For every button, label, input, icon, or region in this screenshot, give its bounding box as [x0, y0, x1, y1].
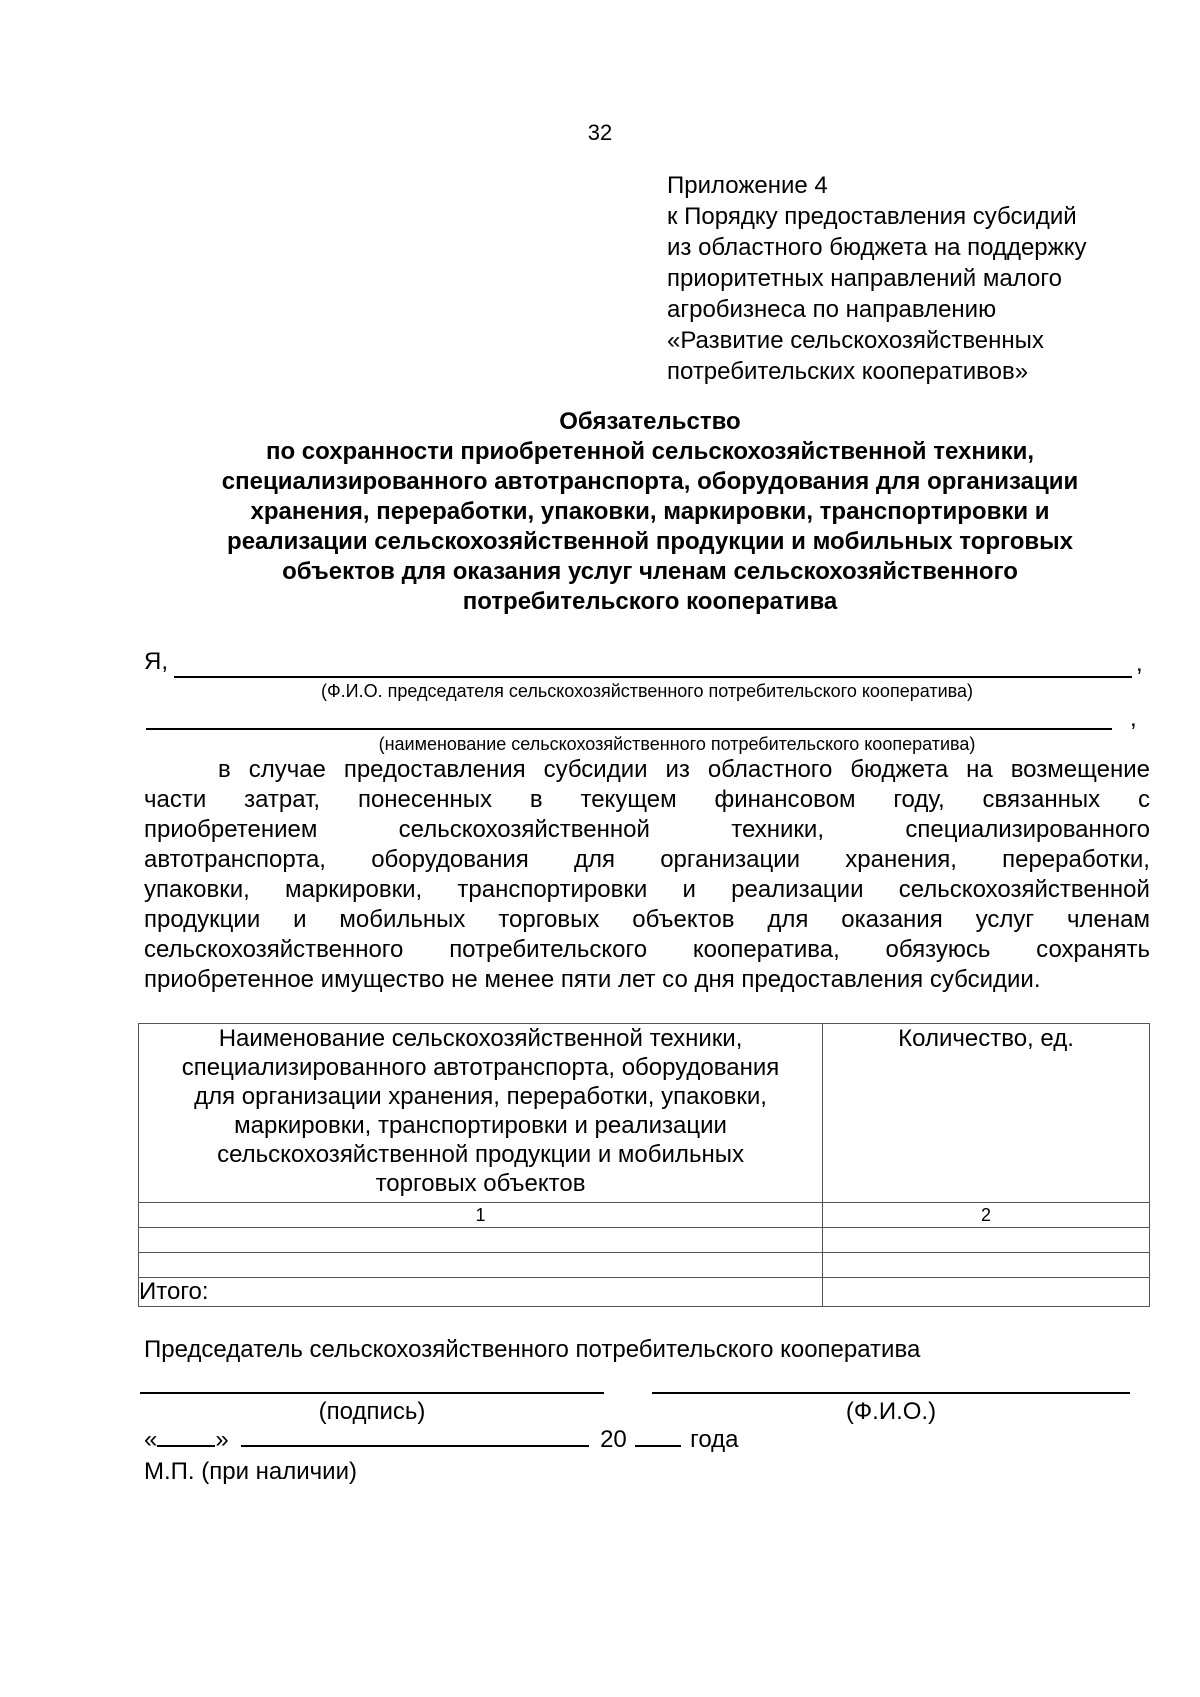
appendix-line: Приложение 4	[667, 172, 828, 199]
body-word: транспортировки	[457, 876, 648, 903]
body-line	[144, 905, 1150, 935]
body-word: и	[293, 906, 307, 933]
appendix-line: из областного бюджета на поддержку	[667, 234, 1087, 261]
appendix-line: потребительских кооперативов»	[667, 358, 1029, 385]
year-blank[interactable]	[635, 1425, 681, 1447]
item-quantity-cell[interactable]	[823, 1228, 1150, 1253]
column-number-2: 2	[823, 1203, 1150, 1228]
body-word: случае	[248, 756, 326, 783]
header-line: маркировки, транспортировки и реализации	[234, 1112, 727, 1139]
body-word: маркировки,	[285, 876, 423, 903]
obligation-text	[144, 755, 1150, 995]
org-caption: (наименование сельскохозяйственного потребительского кооператива)	[378, 734, 976, 754]
body-word: потребительского	[449, 936, 648, 963]
document-title	[140, 407, 1160, 617]
fio-caption: (Ф.И.О. председателя сельскохозяйственного потребительского кооператива)	[320, 681, 973, 701]
signature-caption: (подпись)	[318, 1398, 426, 1425]
table-row	[139, 1253, 1150, 1278]
body-word: понесенных	[357, 786, 493, 813]
title-line: хранения, переработки, упаковки, маркировки, транспортировки и	[250, 498, 1050, 525]
body-word: возмещение	[1010, 756, 1150, 783]
body-word: текущем	[580, 786, 677, 813]
title-line: объектов для оказания услуг членам сельскохозяйственного	[282, 558, 1018, 585]
body-word: субсидии	[543, 756, 648, 783]
date-line	[144, 1425, 739, 1454]
body-word: услуг	[975, 906, 1035, 933]
body-word: из	[665, 756, 690, 783]
table-total-row	[139, 1278, 1150, 1307]
org-fill-line[interactable]	[146, 728, 1112, 730]
body-word: году,	[893, 786, 945, 813]
body-word: сохранять	[1036, 936, 1150, 963]
body-line	[144, 845, 1150, 875]
body-word: сельскохозяйственного	[144, 936, 404, 963]
body-word: с	[1137, 786, 1150, 813]
table-number-row	[139, 1203, 1150, 1228]
body-word: специализированного	[905, 816, 1150, 843]
body-word: техники,	[731, 816, 824, 843]
body-word: в	[218, 756, 231, 783]
body-word: связанных	[982, 786, 1101, 813]
body-line	[144, 815, 1150, 845]
body-word: затрат,	[244, 786, 321, 813]
appendix-line: приоритетных направлений малого	[667, 265, 1062, 292]
total-label-cell: Итого:	[139, 1278, 823, 1307]
body-line	[144, 935, 1150, 965]
appendix-line: к Порядку предоставления субсидий	[667, 203, 1077, 230]
body-line	[144, 785, 1150, 815]
body-word: областного	[707, 756, 833, 783]
body-word: автотранспорта,	[144, 846, 326, 873]
header-line: торговых объектов	[375, 1170, 586, 1197]
column-number-1: 1	[139, 1203, 823, 1228]
year-suffix: года	[690, 1426, 739, 1453]
header-line: сельскохозяйственной продукции и мобильных	[217, 1141, 744, 1168]
header-quantity-cell: Количество, ед.	[823, 1024, 1150, 1203]
body-word: приобретением	[144, 816, 318, 843]
body-word: предоставления	[343, 756, 526, 783]
table-header-row	[139, 1024, 1150, 1203]
body-word: оказания	[841, 906, 943, 933]
title-line: потребительского кооператива	[462, 588, 838, 615]
body-word: в	[529, 786, 543, 813]
day-blank[interactable]	[157, 1425, 215, 1447]
year-prefix: 20	[600, 1426, 627, 1453]
body-word: торговых	[498, 906, 600, 933]
item-quantity-cell[interactable]	[823, 1253, 1150, 1278]
body-word: сельскохозяйственной	[398, 816, 650, 843]
stamp-note: М.П. (при наличии)	[144, 1458, 357, 1485]
body-word: финансовом	[714, 786, 856, 813]
item-name-cell[interactable]	[139, 1253, 823, 1278]
body-word: членам	[1067, 906, 1150, 933]
appendix-block	[667, 170, 1167, 387]
body-word: организации	[660, 846, 801, 873]
body-word: для	[573, 846, 615, 873]
fio-fill-line[interactable]	[174, 676, 1132, 678]
body-word: мобильных	[339, 906, 466, 933]
header-line: для организации хранения, переработки, упаковки,	[194, 1083, 767, 1110]
body-word: объектов	[632, 906, 735, 933]
body-word: оборудования	[371, 846, 529, 873]
fio-comma: ,	[1136, 650, 1143, 677]
body-word: для	[767, 906, 809, 933]
page-number: 32	[587, 120, 613, 145]
body-word: сельскохозяйственной	[898, 876, 1150, 903]
month-blank[interactable]	[241, 1425, 589, 1447]
appendix-line: агробизнеса по направлению	[667, 296, 997, 323]
body-word: на	[966, 756, 993, 783]
date-open-quote: «	[144, 1426, 158, 1453]
signature-line[interactable]	[140, 1392, 604, 1394]
body-word: реализации	[731, 876, 864, 903]
header-line: специализированного автотранспорта, оборудования	[181, 1054, 780, 1081]
fio-signature-caption: (Ф.И.О.)	[845, 1398, 937, 1425]
body-word: части	[144, 786, 207, 813]
title-line: Обязательство	[559, 408, 741, 435]
header-name-cell	[139, 1024, 823, 1203]
table-row	[139, 1228, 1150, 1253]
header-line: Наименование сельскохозяйственной техники,	[218, 1025, 743, 1052]
items-table	[138, 1023, 1150, 1307]
title-line: по сохранности приобретенной сельскохозяйственной техники,	[265, 438, 1035, 465]
date-close-quote: »	[215, 1426, 229, 1453]
body-word: и	[682, 876, 696, 903]
fio-signature-line[interactable]	[652, 1392, 1130, 1394]
chairman-label: Председатель сельскохозяйственного потребительского кооператива	[144, 1336, 921, 1363]
body-word: хранения,	[845, 846, 957, 873]
body-line	[144, 755, 1150, 785]
ya-label: Я,	[144, 648, 168, 675]
item-name-cell[interactable]	[139, 1228, 823, 1253]
title-line: специализированного автотранспорта, оборудования для организации	[221, 468, 1079, 495]
body-line	[144, 965, 1150, 995]
body-line	[144, 875, 1150, 905]
body-word: обязуюсь	[885, 936, 991, 963]
body-word: переработки,	[1002, 846, 1150, 873]
title-line: реализации сельскохозяйственной продукции и мобильных торговых	[227, 528, 1073, 555]
appendix-line: «Развитие сельскохозяйственных	[667, 327, 1044, 354]
body-word: продукции	[144, 906, 261, 933]
body-word: приобретенное имущество не менее пяти лет со дня предоставления субсидии.	[144, 966, 1041, 993]
total-value-cell[interactable]	[823, 1278, 1150, 1307]
body-word: кооператива,	[692, 936, 840, 963]
org-comma: ,	[1130, 705, 1137, 732]
body-word: бюджета	[850, 756, 949, 783]
body-word: упаковки,	[144, 876, 250, 903]
